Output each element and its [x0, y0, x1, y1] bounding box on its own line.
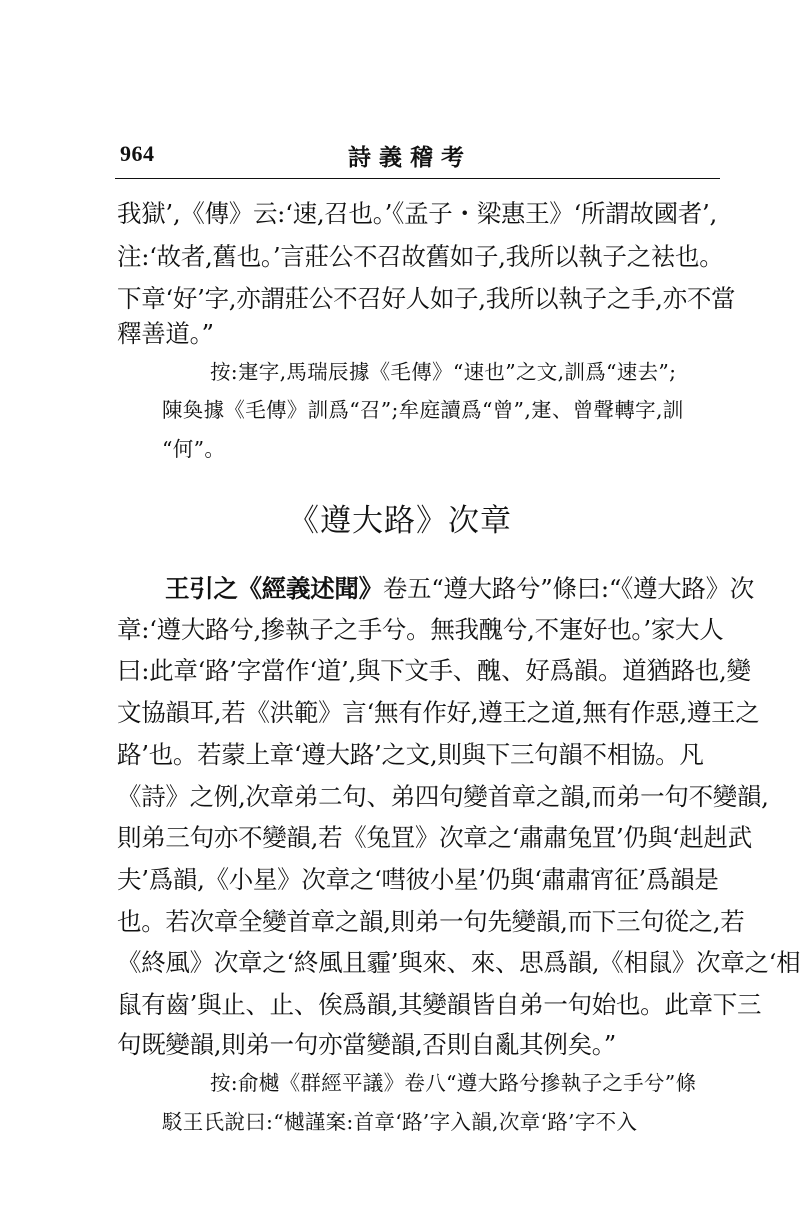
body-line: 下章‘好’字,亦謂莊公不召好人如子,我所以執子之手,亦不當 [117, 284, 736, 313]
body-line: 曰:此章‘路’字當作‘道’,與下文手、醜、好爲韻。道猶路也,變 [117, 656, 751, 685]
body-line: 則弟三句亦不變韻,若《兔罝》次章之‘肅肅兔罝’仍與‘赳赳武 [117, 823, 752, 852]
body-line: 注:‘故者,舊也。’言莊公不召故舊如子,我所以執子之袪也。 [117, 242, 724, 271]
body-line: 釋善道。” [117, 319, 214, 348]
note-line: 陳奐據《毛傳》訓爲“召”;牟庭讀爲“曾”,寁、曾聲轉字,訓 [162, 398, 684, 422]
header-rule [115, 178, 720, 179]
body-line: 我獄’,《傳》云:‘速,召也。’《孟子・梁惠王》‘所謂故國者’, [117, 199, 717, 228]
body-line: 《詩》之例,次章弟二句、弟四句變首章之韻,而弟一句不變韻, [117, 782, 769, 811]
note-line: 按:俞樾《群經平議》卷八“遵大路兮摻執子之手兮”條 [210, 1071, 697, 1095]
running-head: 詩義稽考 [348, 144, 472, 171]
body-line: 文協韻耳,若《洪範》言‘無有作好,遵王之道,無有作惡,遵王之 [117, 698, 760, 727]
body-line: 句既變韻,則弟一句亦當變韻,否則自亂其例矣。” [117, 1030, 616, 1059]
body-line: 《終風》次章之‘終風且霾’與來、來、思爲韻,《相鼠》次章之‘相 [117, 948, 800, 977]
section-title: 《遵大路》次章 [288, 503, 512, 539]
body-line: 也。若次章全變首章之韻,則弟一句先變韻,而下三句從之,若 [117, 907, 745, 936]
note-line: 按:寁字,馬瑞辰據《毛傳》“速也”之文,訓爲“速去”; [210, 360, 677, 384]
page-number: 964 [120, 141, 155, 166]
body-line: 鼠有齒’與止、止、俟爲韻,其變韻皆自弟一句始也。此章下三 [117, 990, 762, 1019]
body-text: 卷五“遵大路兮”條曰:“《遵大路》次 [382, 574, 754, 603]
body-line: 夫’爲韻,《小星》次章之‘嘒彼小星’仍與‘肅肅宵征’爲韻是 [117, 865, 719, 894]
body-line: 章:‘遵大路兮,摻執子之手兮。無我醜兮,不寁好也。’家大人 [117, 615, 724, 644]
note-line: 駁王氏說曰:“樾謹案:首章‘路’字入韻,次章‘路’字不入 [162, 1110, 638, 1134]
source-citation: 王引之《經義述聞》 [165, 574, 383, 603]
body-line-first [165, 574, 754, 603]
note-line: “何”。 [162, 437, 226, 461]
body-line: 路’也。若蒙上章‘遵大路’之文,則與下三句韻不相協。凡 [117, 740, 704, 769]
